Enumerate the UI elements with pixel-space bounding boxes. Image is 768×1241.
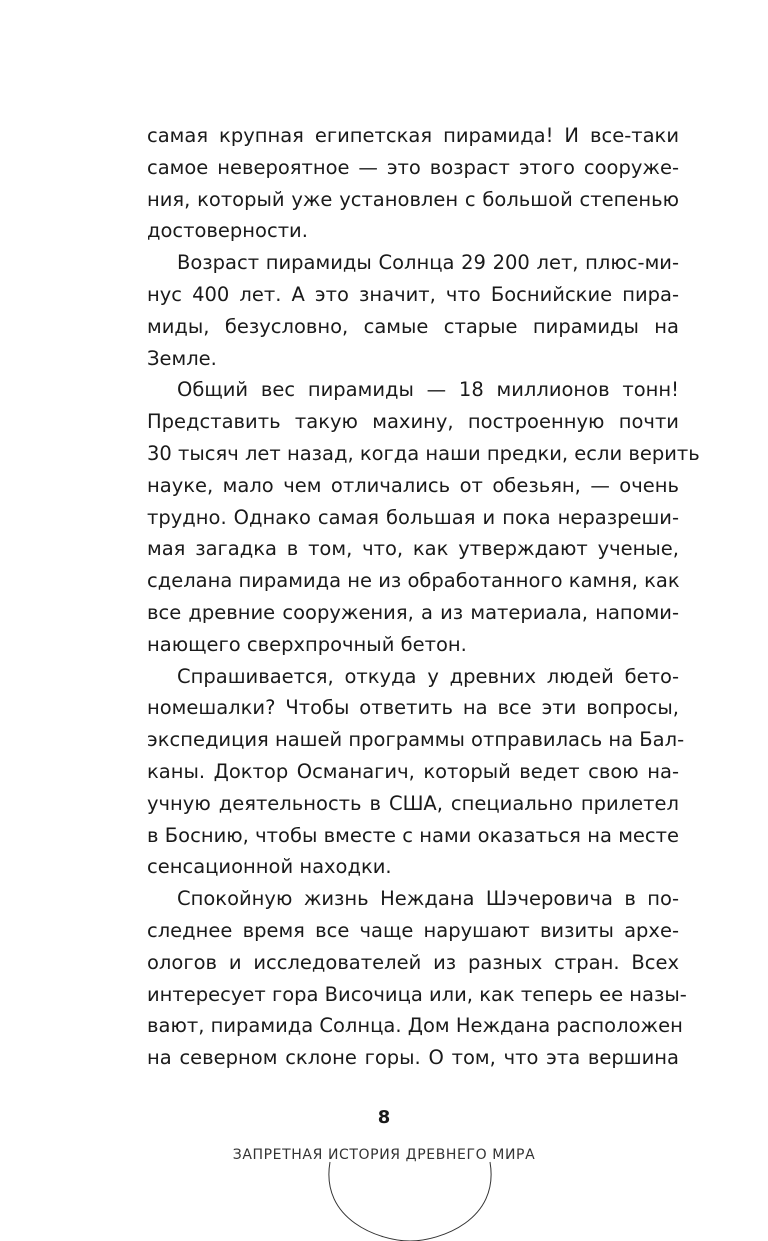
text-line: трудно. Однако самая большая и пока неразреши- (147, 505, 679, 529)
text-line: ологов и исследователей из разных стран. Всех (147, 950, 679, 974)
text-line: сделана пирамида не из обработанного камня, как (147, 569, 680, 593)
text-line: науке, мало чем отличались от обезьян, — очень (147, 473, 679, 497)
text-line: сенсационной находки. (147, 855, 392, 879)
text-line: нающего сверхпрочный бетон. (147, 632, 467, 656)
text-line: Представить такую махину, построенную почти (147, 410, 679, 434)
body-text (147, 120, 700, 1074)
text-line: Спокойную жизнь Неждана Шэчеровича в по- (177, 887, 679, 911)
text-line: вают, пирамида Солнца. Дом Неждана расположен (147, 1014, 683, 1038)
text-line: миды, безусловно, самые старые пирамиды на (147, 314, 679, 338)
text-line: интересует гора Височица или, как теперь ее назы- (147, 982, 687, 1006)
footer-arc-ornament (300, 1160, 520, 1241)
text-line: самое невероятное — это возраст этого сооруже- (147, 155, 679, 179)
running-title: ЗАПРЕТНАЯ ИСТОРИЯ ДРЕВНЕГО МИРА (232, 1147, 536, 1163)
text-line: ния, который уже установлен с большой степенью (147, 187, 679, 211)
text-line: на северном склоне горы. О том, что эта вершина (147, 1046, 679, 1070)
text-line: каны. Доктор Османагич, который ведет свою на- (147, 759, 679, 783)
text-line: следнее время все чаще нарушают визиты архе- (147, 918, 679, 942)
text-line: Общий вес пирамиды — 18 миллионов тонн! (177, 378, 679, 402)
text-line: в Боснию, чтобы вместе с нами оказаться на месте (147, 823, 679, 847)
text-line: все древние сооружения, а из материала, напоми- (147, 600, 679, 624)
text-line: номешалки? Чтобы ответить на все эти вопросы, (147, 696, 679, 720)
text-line: самая крупная египетская пирамида! И все-таки (147, 124, 679, 147)
text-line: мая загадка в том, что, как утверждают ученые, (147, 537, 679, 561)
text-line: нус 400 лет. А это значит, что Боснийские пира- (147, 282, 679, 306)
text-line: Земле. (147, 346, 217, 370)
text-line: экспедиция нашей программы отправилась на Бал- (147, 728, 685, 752)
page-number: 8 (377, 1107, 391, 1128)
text-line: достоверности. (147, 219, 308, 243)
text-line: учную деятельность в США, специально прилетел (147, 791, 679, 815)
text-line: Возраст пирамиды Солнца 29 200 лет, плюс-ми- (177, 251, 679, 275)
text-line: 30 тысяч лет назад, когда наши предки, если верить (147, 441, 700, 465)
text-line: Спрашивается, откуда у древних людей бето- (177, 664, 679, 688)
